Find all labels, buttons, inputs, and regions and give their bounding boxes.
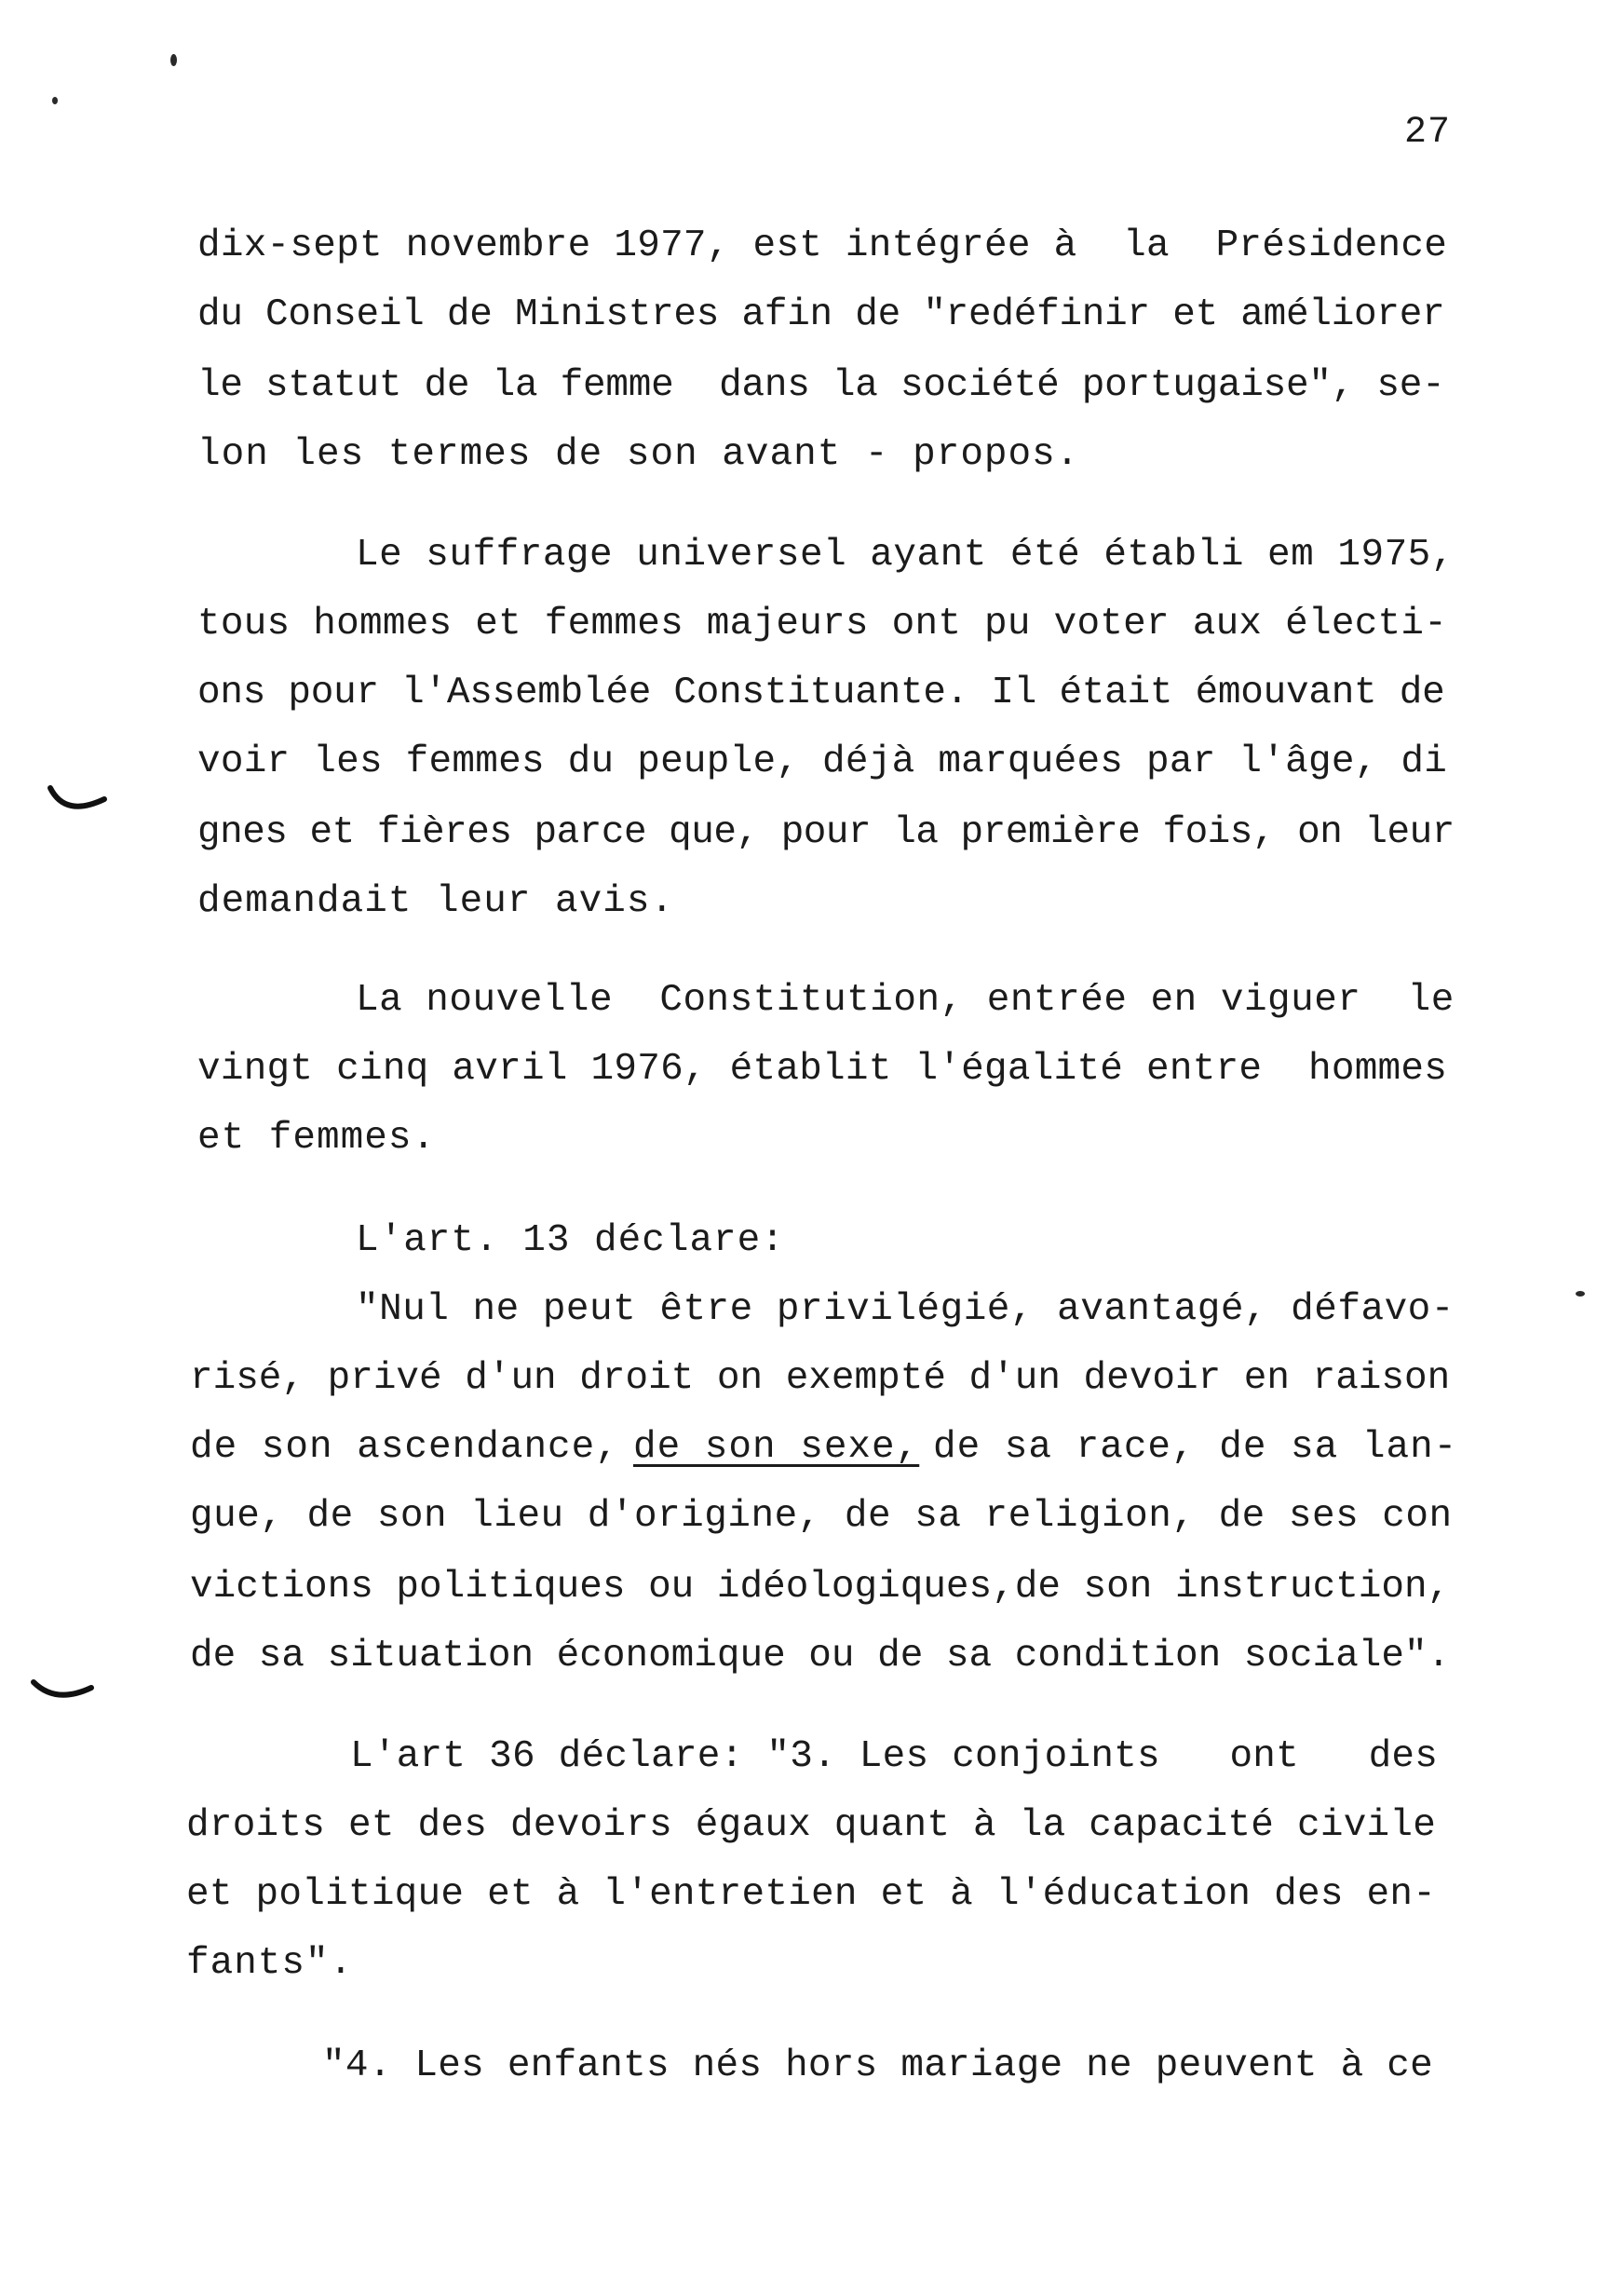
text-line: "4. Les enfants nés hors mariage ne peuvent à ce — [322, 2044, 1433, 2087]
text-line: Le suffrage universel ayant été établi em 1975, — [356, 534, 1455, 577]
text-line: vingt cinq avril 1976, établit l'égalité entre hommes — [197, 1048, 1448, 1091]
text-line-segment: de sa race, de sa lan- — [933, 1426, 1458, 1469]
text-line: tous hommes et femmes majeurs ont pu voter aux électi- — [197, 603, 1448, 645]
text-line: La nouvelle Constitution, entrée en viguer le — [356, 979, 1455, 1022]
text-line: lon les termes de son avant - propos. — [197, 433, 1080, 476]
text-line: "Nul ne peut être privilégié, avantagé, défavo- — [356, 1288, 1455, 1331]
text-line: le statut de la femme dans la société portugaise", se- — [197, 364, 1445, 407]
text-line: gue, de son lieu d'origine, de sa religion, de ses con — [190, 1495, 1453, 1538]
scan-speck — [1576, 1291, 1585, 1297]
text-line: dix-sept novembre 1977, est intégrée à la Présidence — [197, 224, 1448, 267]
binder-hole-mark — [28, 1675, 98, 1714]
scan-speck — [52, 97, 58, 104]
text-line: victions politiques ou idéologiques,de son instruction, — [190, 1566, 1451, 1609]
text-line: demandait leur avis. — [197, 880, 675, 923]
binder-hole-mark — [45, 779, 110, 825]
text-line: du Conseil de Ministres afin de "redéfinir et améliorer — [197, 293, 1445, 336]
text-line: ons pour l'Assemblée Constituante. Il était émouvant de — [197, 672, 1445, 714]
text-line: de sa situation économique ou de sa condition sociale". — [190, 1635, 1451, 1677]
text-line: gnes et fières parce que, pour la première fois, on leur — [197, 811, 1455, 854]
text-line: fants". — [186, 1942, 354, 1985]
text-line: voir les femmes du peuple, déjà marquées par l'âge, di — [197, 740, 1448, 783]
text-line: L'art. 13 déclare: — [356, 1219, 785, 1262]
text-line: L'art 36 déclare: "3. Les conjoints ont des — [350, 1735, 1439, 1778]
text-line-segment: de son ascendance, — [190, 1426, 619, 1469]
text-line: risé, privé d'un droit on exempté d'un devoir en raison — [190, 1357, 1451, 1400]
underlined-phrase: de son sexe, — [633, 1426, 920, 1469]
text-line: et femmes. — [197, 1117, 437, 1160]
text-line: et politique et à l'entretien et à l'éducation des en- — [186, 1873, 1437, 1916]
page-number: 27 — [1404, 112, 1452, 154]
text-line: droits et des devoirs égaux quant à la capacité civile — [186, 1804, 1437, 1847]
scan-speck — [170, 54, 177, 66]
